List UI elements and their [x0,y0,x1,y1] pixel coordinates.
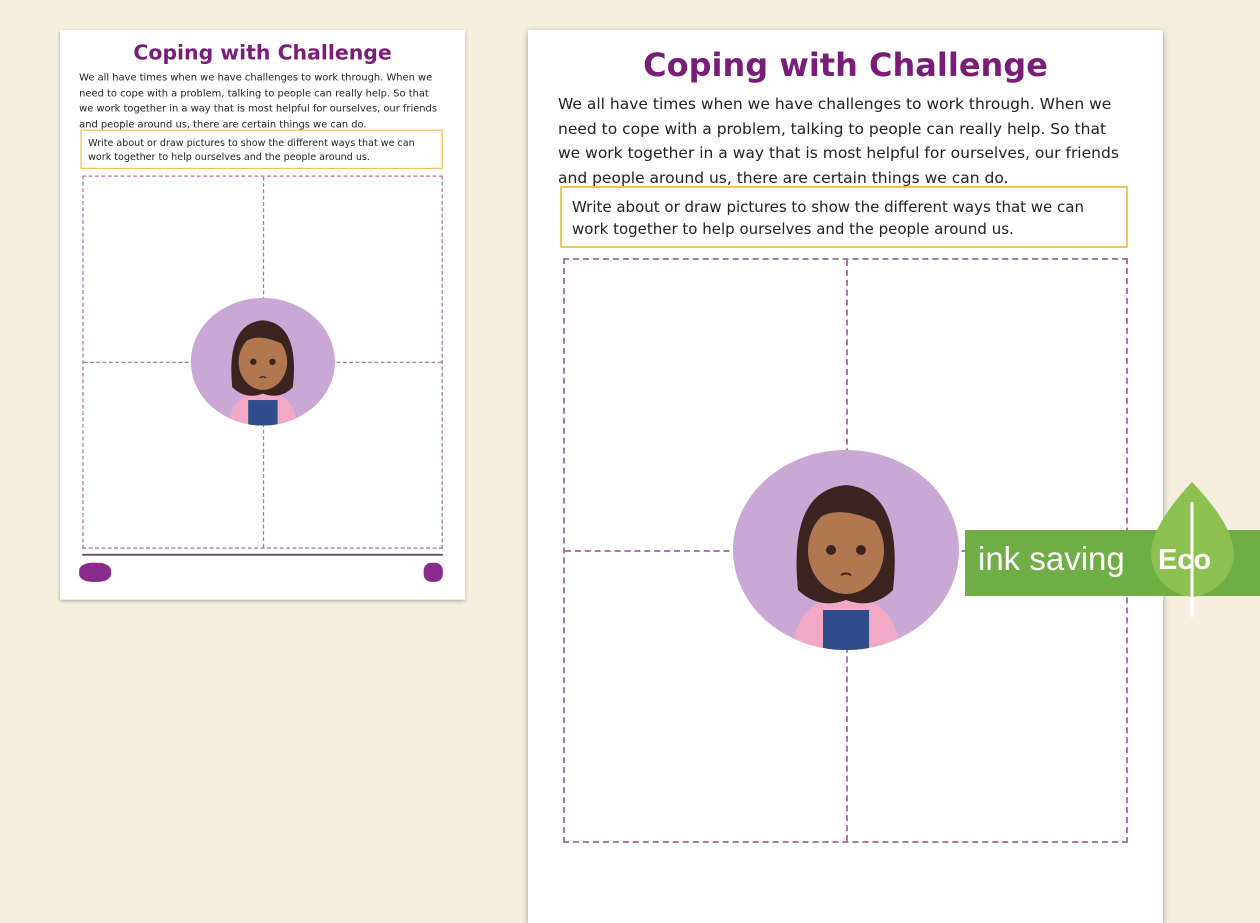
drawing-grid [82,175,442,548]
brand-logo-small [424,563,443,582]
task-box: Write about or draw pictures to show the different ways that we can work together to help ourselves and the people around us. [560,186,1128,248]
intro-text: We all have times when we have challenges to work through. When we need to cope with a problem, talking to people can really help. So that we work together in a way that is most helpful for ourselves, our friends and people around us, there are certain things we can do. [558,95,1119,187]
girl-illustration [190,298,334,426]
girl-illustration [733,450,959,650]
eco-label: Eco [1158,544,1212,576]
footer-divider [82,554,442,556]
intro-text: We all have times when we have challenges to work through. When we need to cope with a problem, talking to people can really help. So that we work together in a way that is most helpful for ourselves, our friends and people around us, there are certain things we can do. [79,71,437,130]
worksheet-title: Coping with Challenge [643,46,1048,84]
eco-badge-text: ink saving [978,540,1125,577]
brand-logo [79,563,111,582]
worksheet-preview-large [528,30,1163,923]
task-box: Write about or draw pictures to show the different ways that we can work together to help ourselves and the people around us. [80,130,442,170]
worksheet-title: Coping with Challenge [133,40,392,65]
worksheet-preview-small [60,30,465,600]
